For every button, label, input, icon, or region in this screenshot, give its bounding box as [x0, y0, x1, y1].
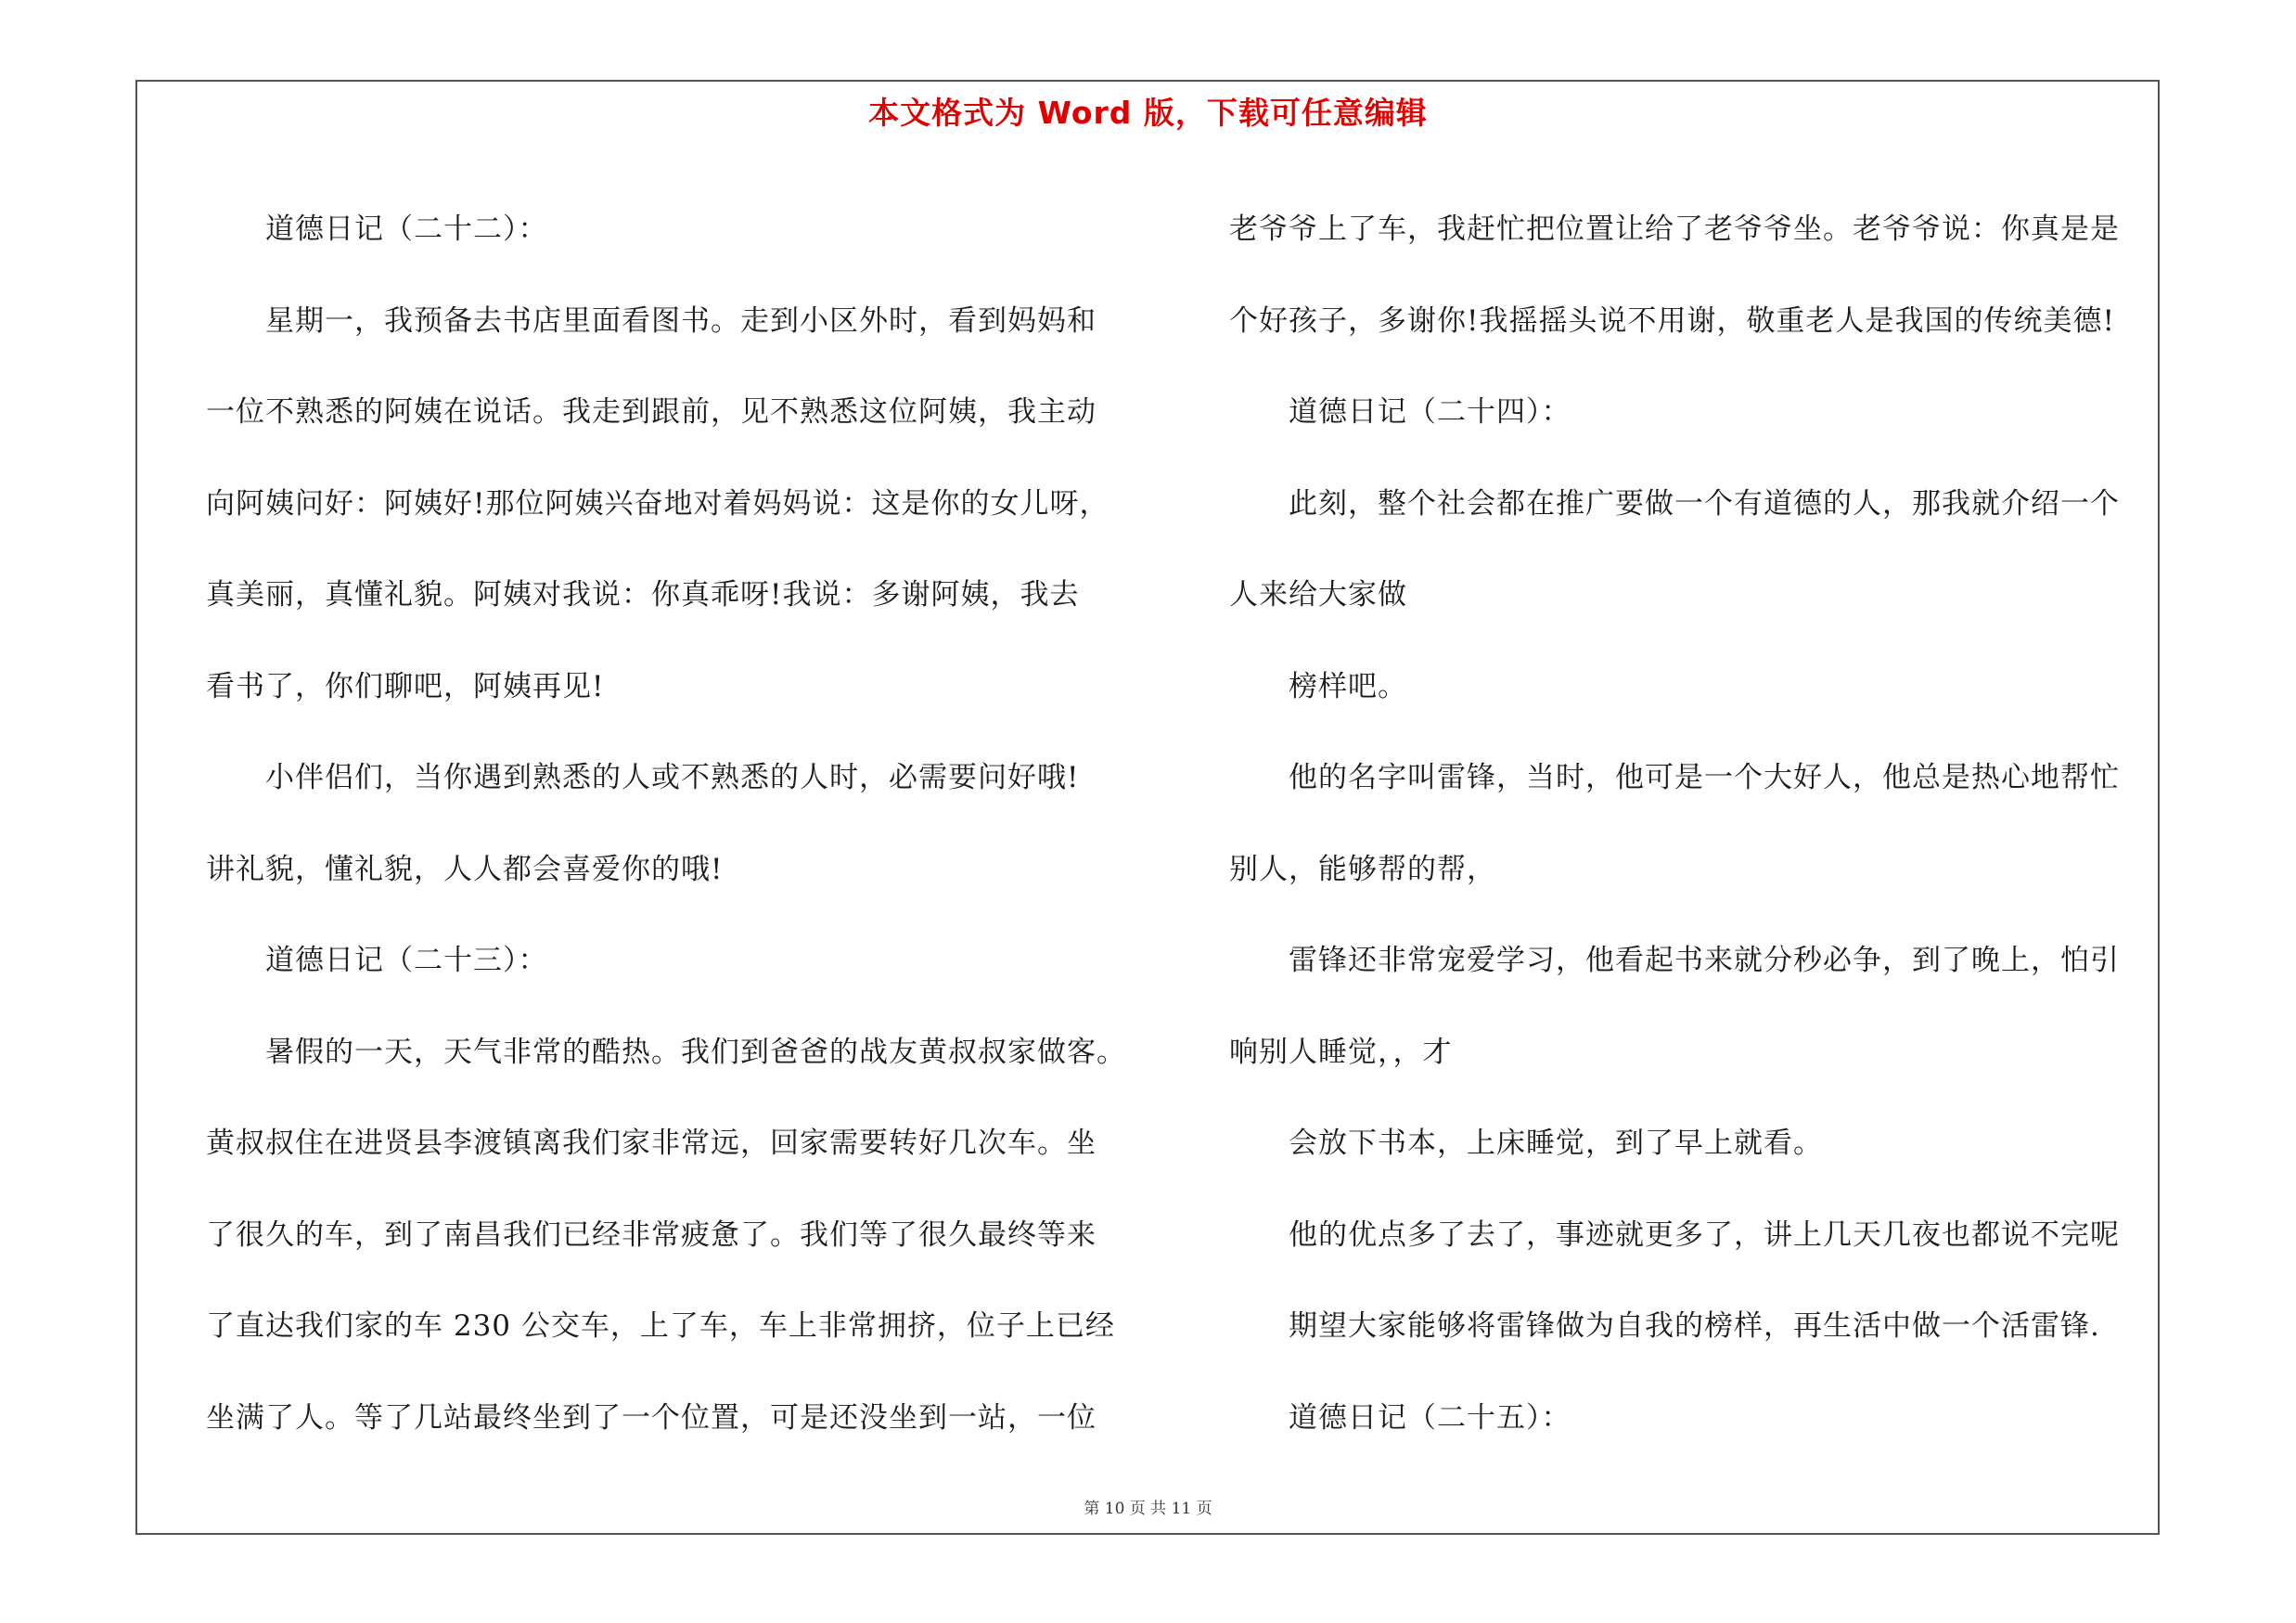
text-line: 星期一，我预备去书店里面看图书。走到小区外时，看到妈妈和 [265, 303, 1097, 338]
text-line: 别人，能够帮的帮， [1229, 852, 1496, 886]
text-line: 此刻，整个社会都在推广要做一个有道德的人，那我就介绍一个 [1289, 486, 2120, 521]
text-line: 他的名字叫雷锋，当时，他可是一个大好人，他总是热心地帮忙 [1289, 761, 2120, 794]
right-column [1229, 184, 2152, 1463]
text-line: 黄叔叔住在进贤县李渡镇离我们家非常远，回家需要转好几次车。坐 [206, 1127, 1097, 1160]
text-line: 雷锋还非常宠爱学习，他看起书来就分秒必争，到了晚上，怕引 [1289, 944, 2120, 977]
text-line: 小伴侣们，当你遇到熟悉的人或不熟悉的人时，必需要问好哦! [265, 761, 1080, 794]
text-line: 讲礼貌，懂礼貌，人人都会喜爱你的哦! [206, 852, 724, 886]
text-line: 一位不熟悉的阿姨在说话。我走到跟前，见不熟悉这位阿姨，我主动 [206, 395, 1097, 429]
text-line: 榜样吧。 [1289, 669, 1407, 703]
text-line: 暑假的一天，天气非常的酷热。我们到爸爸的战友黄叔叔家做客。 [265, 1035, 1126, 1069]
left-column [206, 184, 1143, 1463]
page-footer: 第 10 页 共 11 页 [1084, 1500, 1212, 1518]
text-line: 老爷爷上了车，我赶忙把位置让给了老爷爷坐。老爷爷说：你真是是 [1229, 213, 2120, 246]
text-line: 会放下书本，上床睡觉，到了早上就看。 [1289, 1127, 1823, 1160]
text-line: 道德日记（二十四）： [1289, 395, 1571, 429]
text-line: 了很久的车，到了南昌我们已经非常疲惫了。我们等了很久最终等来 [206, 1217, 1097, 1252]
text-line: 道德日记（二十三）： [265, 944, 548, 977]
text-line: 道德日记（二十五）： [1289, 1400, 1571, 1435]
text-line: 向阿姨问好：阿姨好!那位阿姨兴奋地对着妈妈说：这是你的女儿呀， [206, 486, 1110, 521]
text-line: 坐满了人。等了几站最终坐到了一个位置，可是还没坐到一站，一位 [206, 1400, 1097, 1435]
text-line: 他的优点多了去了，事迹就更多了，讲上几天几夜也都说不完呢 [1289, 1217, 2120, 1252]
text-line: 个好孩子，多谢你!我摇摇头说不用谢，敬重老人是我国的传统美德! [1229, 303, 2115, 338]
text-line: 响别人睡觉，，才 [1229, 1035, 1453, 1069]
text-line: 道德日记（二十二）： [265, 213, 548, 246]
text-line: 期望大家能够将雷锋做为自我的榜样，再生活中做一个活雷锋. [1289, 1309, 2100, 1343]
text-line: 看书了，你们聊吧，阿姨再见! [206, 669, 605, 703]
text-line: 人来给大家做 [1229, 578, 1407, 612]
text-line: 了直达我们家的车 230 公交车，上了车，车上非常拥挤，位子上已经 [206, 1309, 1115, 1343]
text-line: 真美丽，真懂礼貌。阿姨对我说：你真乖呀!我说：多谢阿姨，我去 [206, 578, 1080, 612]
header-banner: 本文格式为 Word 版，下载可任意编辑 [868, 95, 1428, 131]
